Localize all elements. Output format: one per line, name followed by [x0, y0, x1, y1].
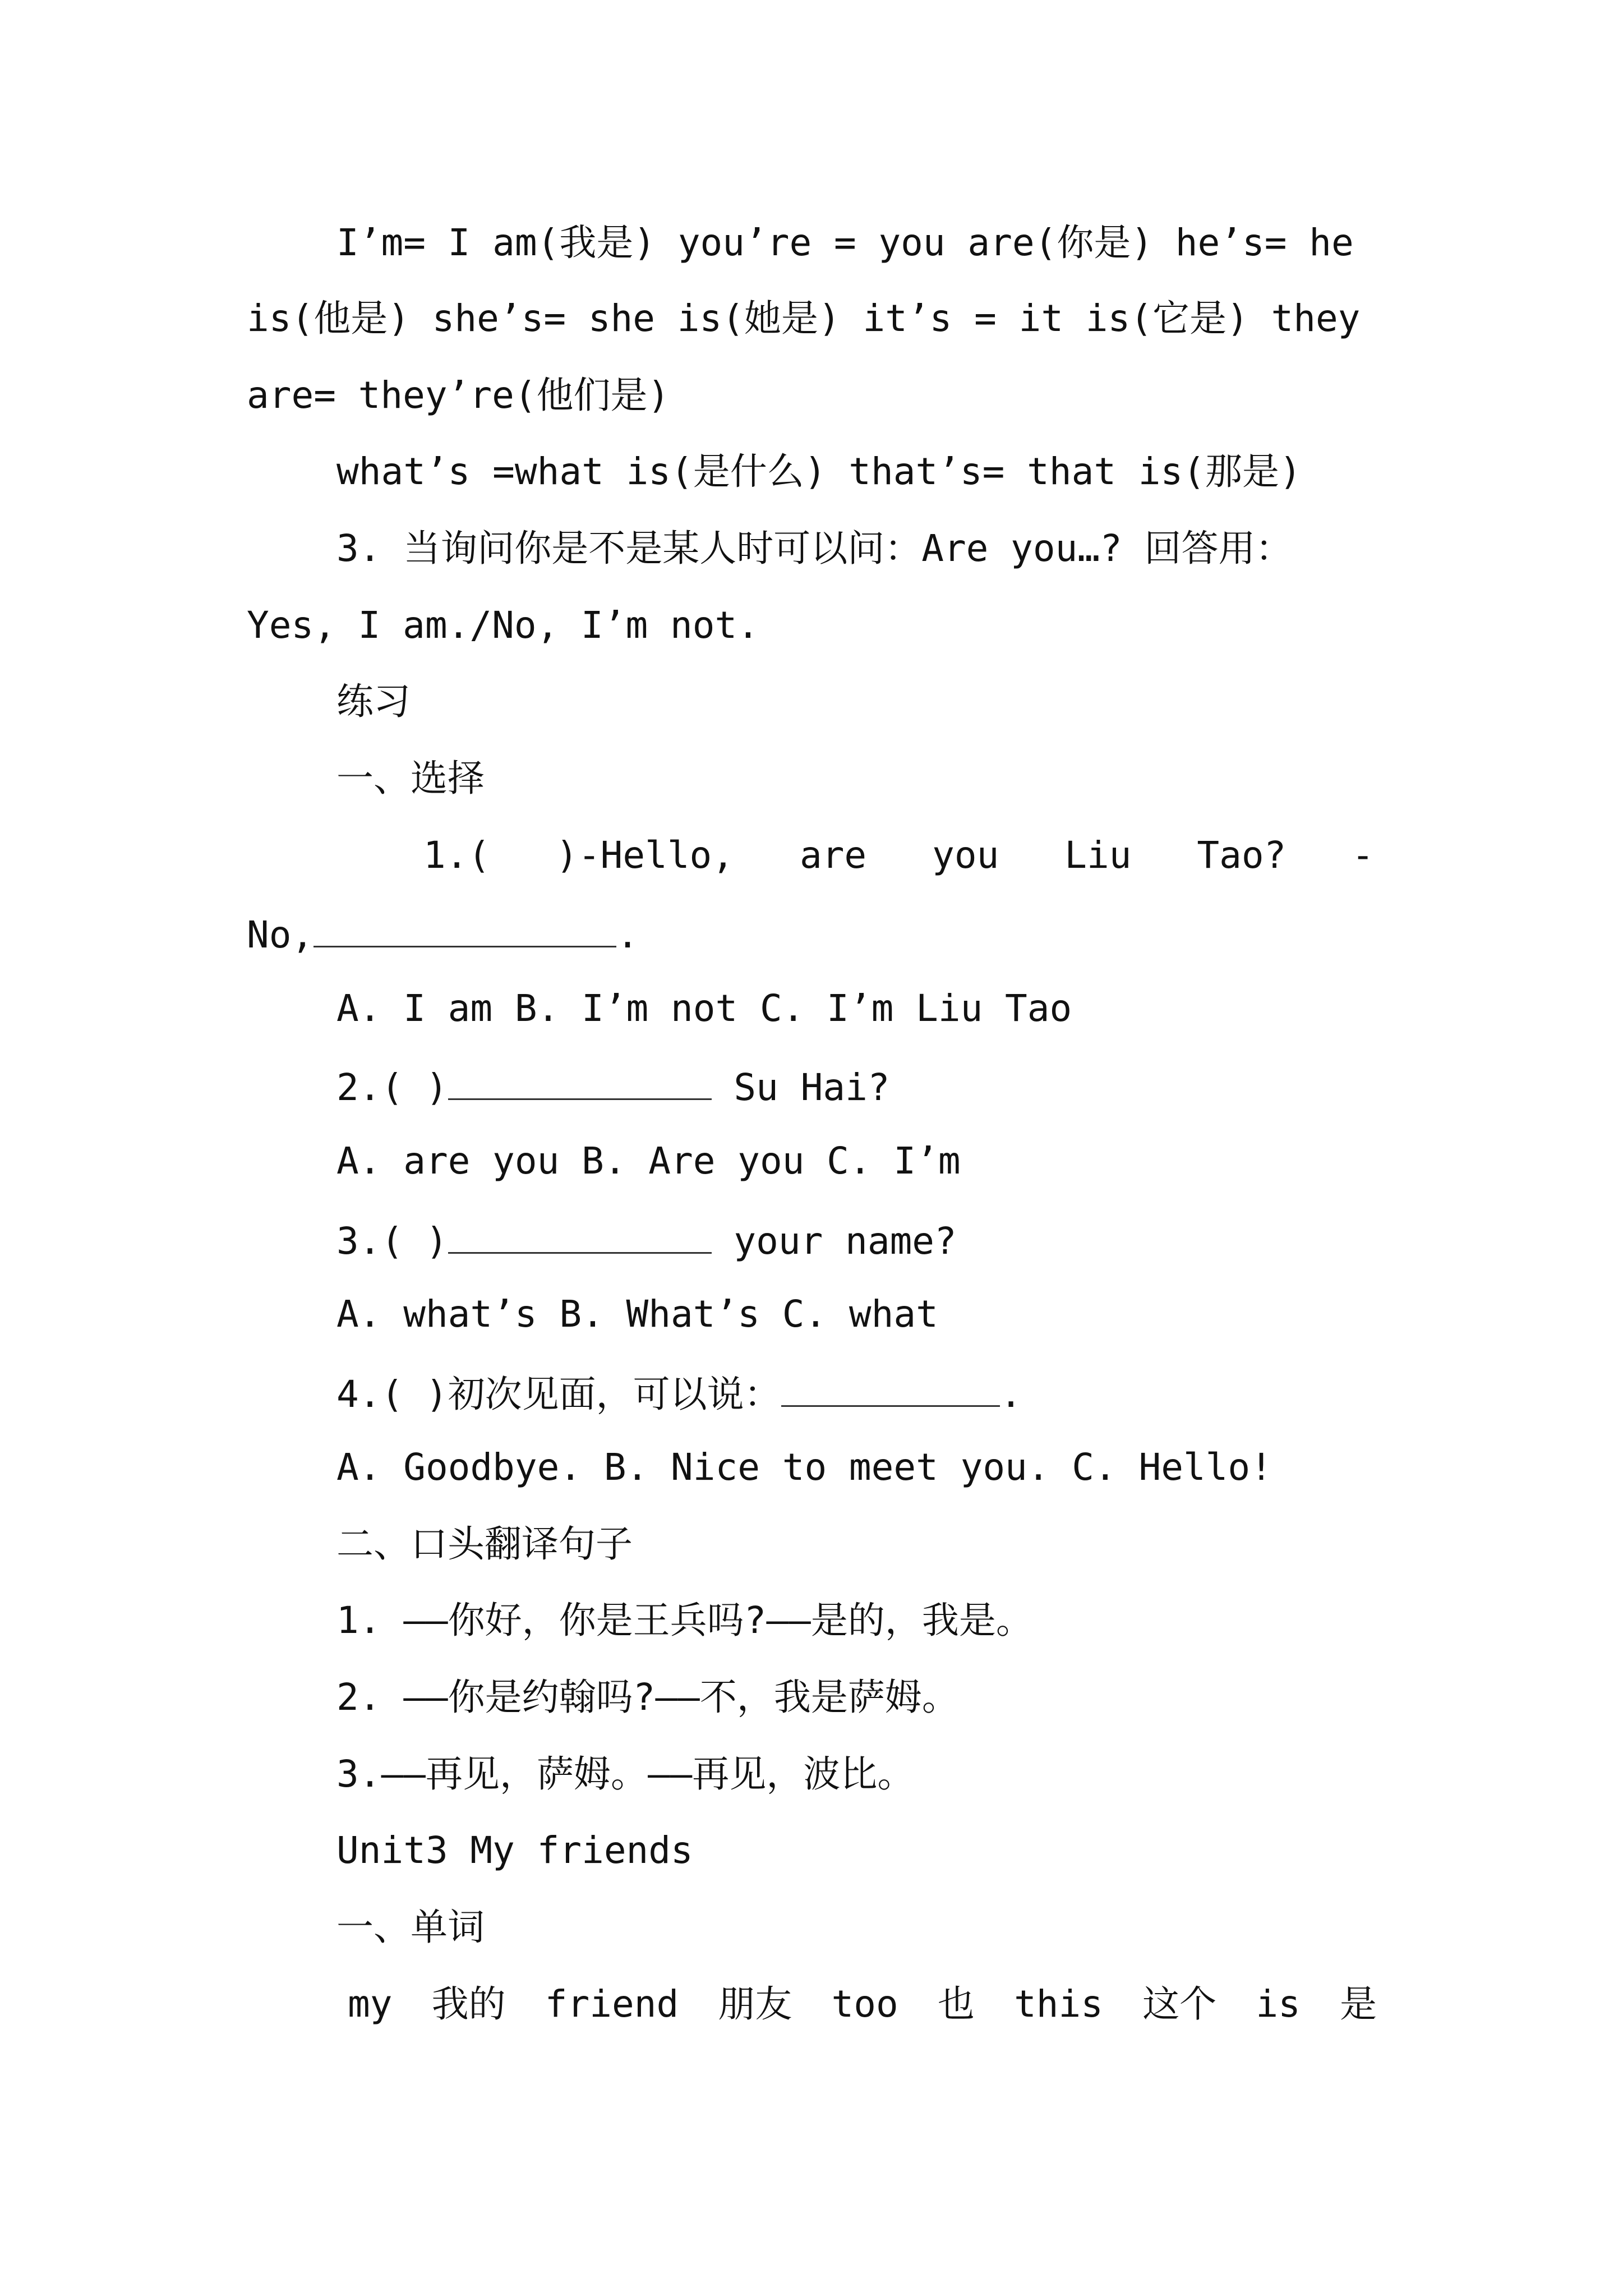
section-translate-heading: 二、口头翻译句子	[336, 1522, 633, 1566]
contractions-line-2: is(他是) she’s= she is(她是) it’s = it is(它是) they	[247, 297, 1361, 340]
vocab-meaning: 朋友	[718, 1982, 792, 2026]
question-4-options: A. Goodbye. B. Nice to meet you. C. Hello!	[336, 1446, 1272, 1489]
question-2-line	[336, 1066, 890, 1109]
question-2-suffix: Su Hai?	[711, 1066, 890, 1109]
section-choice-heading: 一、选择	[336, 757, 485, 800]
question-1-word: you	[932, 834, 999, 877]
question-4-line	[336, 1373, 1022, 1416]
vocab-word: too	[831, 1982, 898, 2026]
question-3-answer-blank[interactable]	[448, 1220, 712, 1254]
rule-3-line-2: Yes, I am./No, I’m not.	[247, 604, 759, 647]
vocab-word: this	[1014, 1982, 1104, 2026]
vocab-row	[348, 1982, 1377, 2026]
question-1-line-1	[423, 834, 1374, 877]
question-1-word: )-Hello,	[556, 834, 735, 877]
contractions-line-1: I’m= I am(我是) you’re = you are(你是) he’s= he	[336, 221, 1354, 264]
question-1-word: -	[1352, 834, 1374, 877]
question-1-word: are	[799, 834, 867, 877]
question-1-word: 1.(	[423, 834, 491, 877]
question-3-prefix: 3.( )	[336, 1220, 448, 1263]
question-2-options: A. are you B. Are you C. I’m	[336, 1139, 961, 1182]
question-1-no-prefix: No,	[247, 913, 314, 956]
practice-heading: 练习	[336, 680, 411, 723]
question-1-answer-blank[interactable]	[313, 913, 616, 947]
question-1-line-2	[247, 913, 639, 954]
vocab-meaning: 也	[937, 1982, 975, 2026]
vocab-word: my	[348, 1982, 393, 2026]
vocab-meaning: 我的	[431, 1982, 506, 2026]
translate-item: 3.——再见，萨姆。——再见，波比。	[336, 1752, 915, 1796]
translate-item: 1. ——你好，你是王兵吗?——是的，我是。	[336, 1599, 1033, 1642]
vocab-word: friend	[545, 1982, 679, 2026]
question-3-suffix: your name?	[711, 1220, 957, 1263]
question-1-word: Liu	[1064, 834, 1132, 877]
vocab-word: is	[1256, 1982, 1301, 2026]
question-4-answer-blank[interactable]	[781, 1373, 1000, 1407]
question-2-prefix: 2.( )	[336, 1066, 448, 1109]
vocab-meaning: 是	[1339, 1982, 1377, 2026]
rule-3-line-1: 3. 当询问你是不是某人时可以问：Are you…? 回答用：	[336, 527, 1293, 570]
question-3-line	[336, 1220, 957, 1263]
question-3-options: A. what’s B. What’s C. what	[336, 1292, 938, 1336]
question-1-options: A. I am B. I’m not C. I’m Liu Tao	[336, 987, 1072, 1030]
vocab-meaning: 这个	[1142, 1982, 1217, 2026]
question-4-suffix: .	[999, 1373, 1022, 1416]
question-1-word: Tao?	[1197, 834, 1287, 877]
section-words-heading: 一、单词	[336, 1906, 485, 1949]
question-4-prefix: 4.( )初次见面，可以说：	[336, 1373, 781, 1416]
unit-title: Unit3 My friends	[336, 1829, 693, 1872]
question-1-suffix: .	[616, 913, 639, 956]
question-2-answer-blank[interactable]	[448, 1066, 712, 1100]
contractions-line-4: what’s =what is(是什么) that’s= that is(那是)	[336, 450, 1302, 493]
contractions-line-3: are= they’re(他们是)	[247, 374, 670, 417]
translate-item: 2. ——你是约翰吗?——不，我是萨姆。	[336, 1676, 959, 1719]
